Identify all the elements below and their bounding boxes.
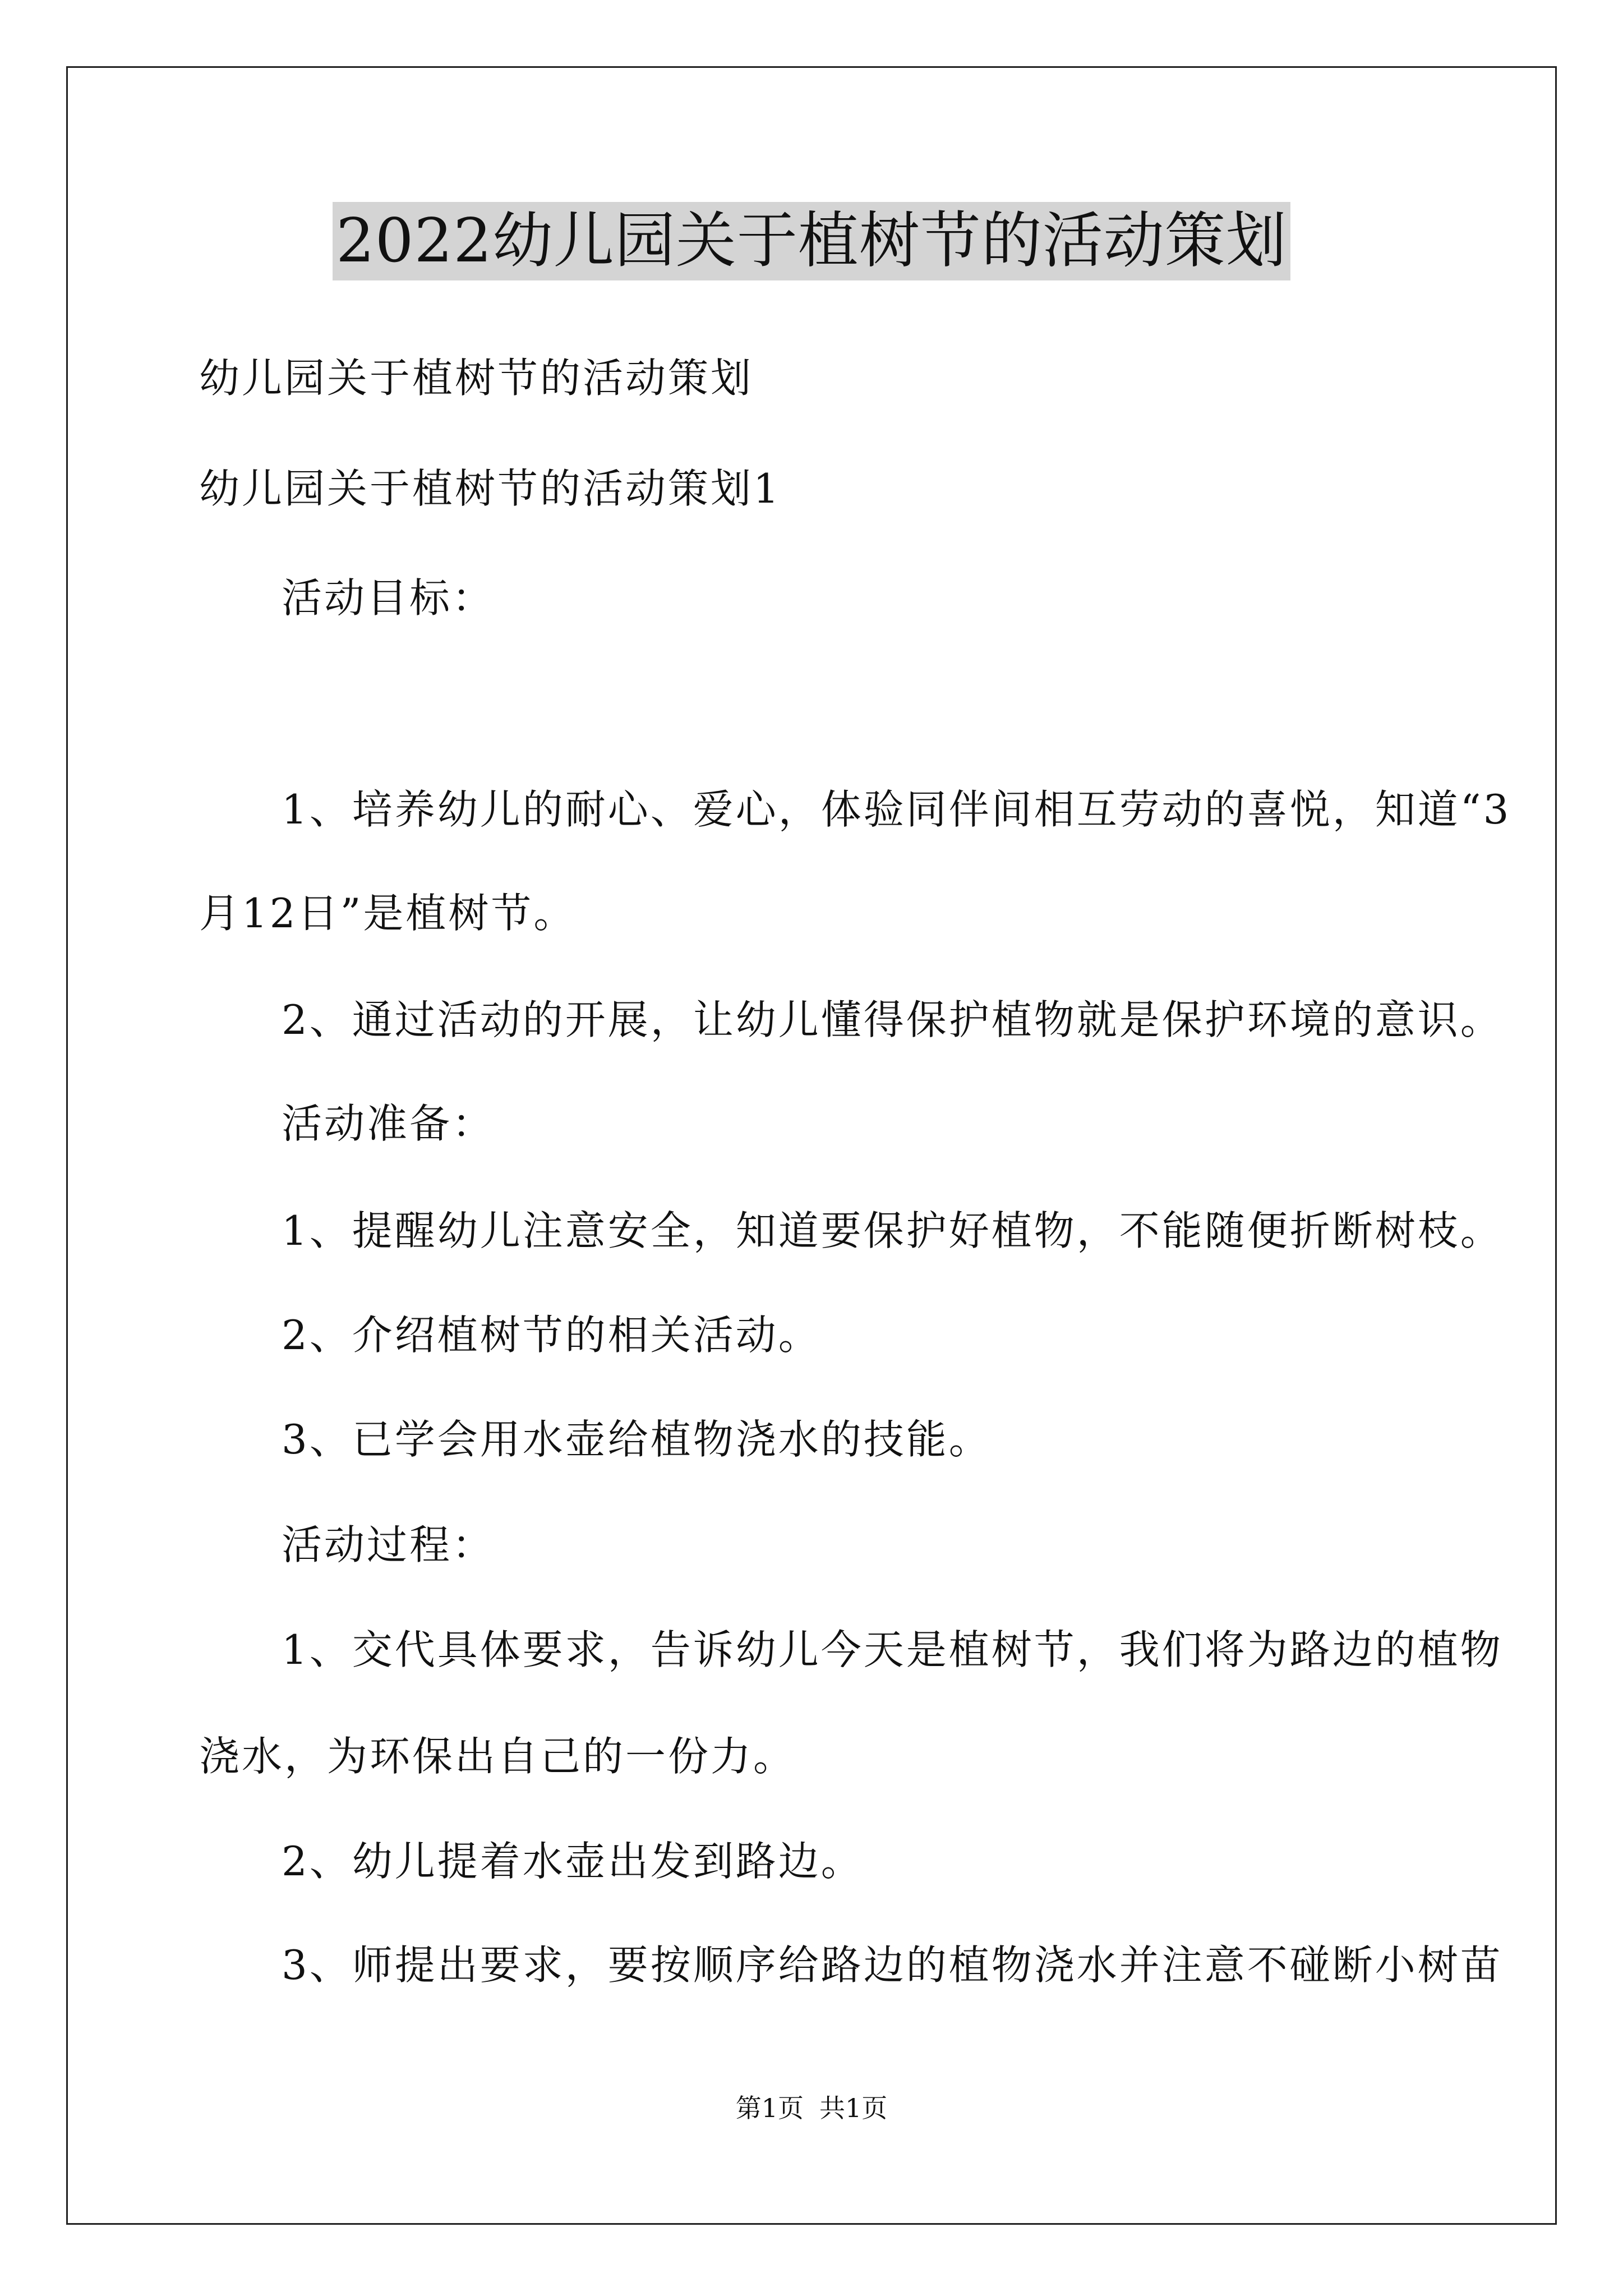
process-item-2: 2、幼儿提着水壶出发到路边。 [282,1838,864,1885]
title-wrap [0,202,1623,280]
goal-item-1-cont: 月12日”是植树节。 [199,890,577,937]
page-number: 第1页 [735,2093,804,2123]
goal-item-1: 1、培养幼儿的耐心、爱心，体验同伴间相互劳动的喜悦，知道“3 [282,786,1511,833]
section-heading-1: 幼儿园关于植树节的活动策划1 [199,465,781,512]
prep-item-2: 2、介绍植树节的相关活动。 [282,1312,821,1359]
process-item-3: 3、师提出要求，要按顺序给路边的植物浇水并注意不碰断小树苗 [282,1941,1503,1989]
process-heading: 活动过程： [282,1521,495,1568]
page-total: 共1页 [819,2093,888,2123]
page-footer [0,2091,1623,2125]
document-title: 2022幼儿园关于植树节的活动策划 [333,202,1290,280]
prep-item-3: 3、已学会用水壶给植物浇水的技能。 [282,1416,992,1463]
goal-item-2: 2、通过活动的开展，让幼儿懂得保护植物就是保护环境的意识。 [282,996,1503,1043]
process-item-1-cont: 浇水，为环保出自己的一份力。 [199,1733,796,1780]
goal-heading: 活动目标： [282,574,495,622]
prep-item-1: 1、提醒幼儿注意安全，知道要保护好植物，不能随便折断树枝。 [282,1207,1503,1254]
process-item-1: 1、交代具体要求，告诉幼儿今天是植树节，我们将为路边的植物 [282,1626,1503,1673]
prep-heading: 活动准备： [282,1100,495,1147]
subtitle-line: 幼儿园关于植树节的活动策划 [199,355,754,402]
